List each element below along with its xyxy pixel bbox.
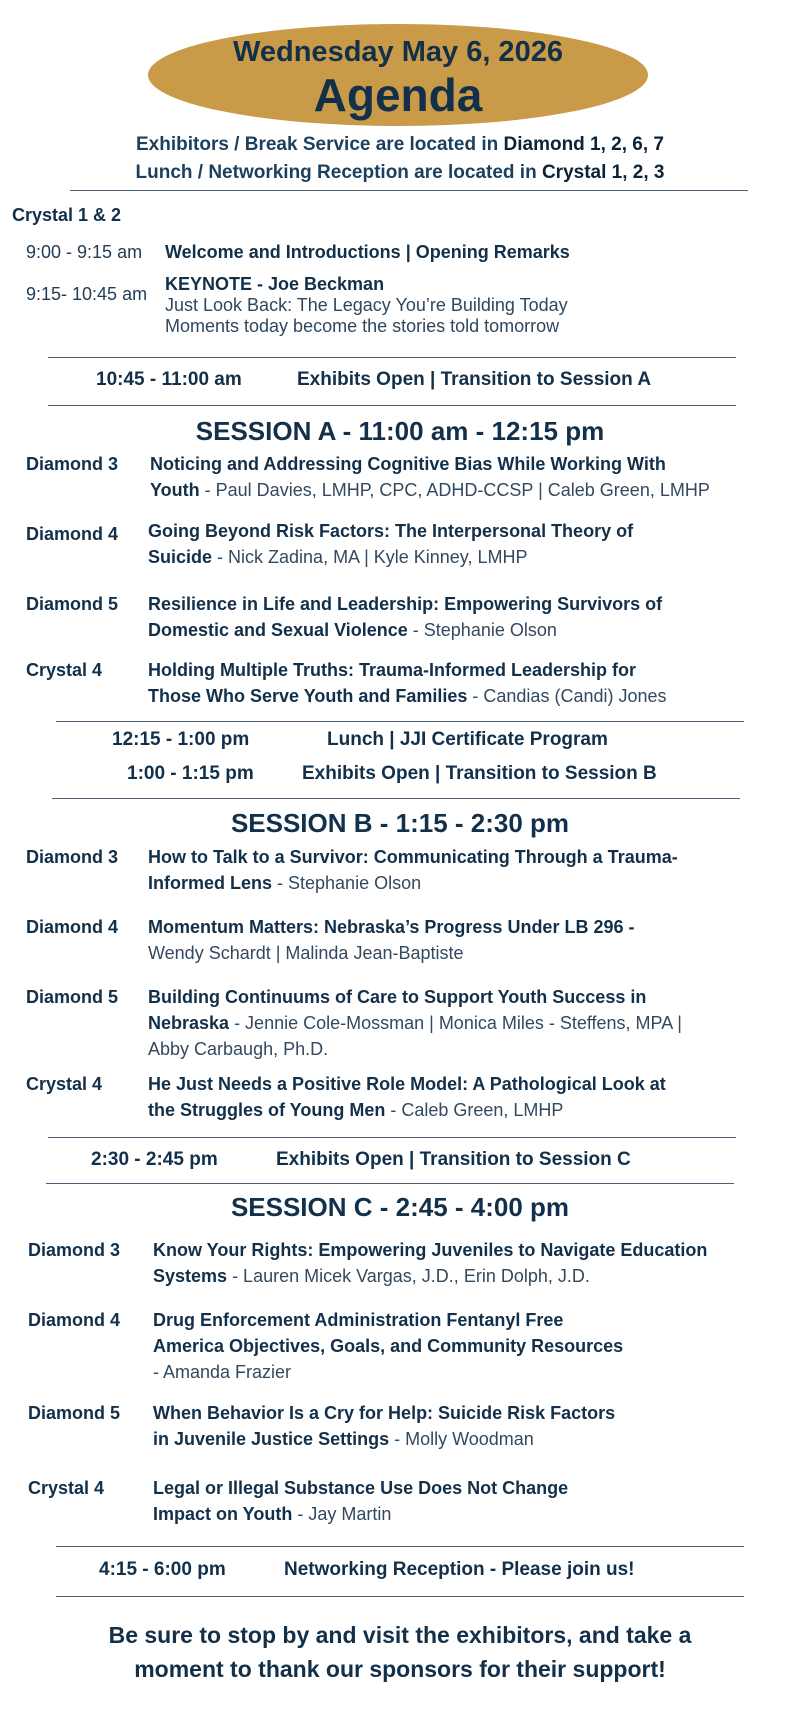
talk-speakers: - Caleb Green, LMHP bbox=[385, 1100, 564, 1120]
transition-a-label: Exhibits Open | Transition to Session A bbox=[297, 369, 652, 390]
session-c-room-2: Diamond 4 bbox=[28, 1310, 121, 1330]
location-line-lunch bbox=[0, 162, 800, 184]
session-c-talk-2 bbox=[153, 1307, 623, 1385]
divider bbox=[52, 798, 740, 799]
session-c-talk-3 bbox=[153, 1400, 615, 1452]
location-line-lunch-rooms: Crystal 1, 2, 3 bbox=[541, 162, 665, 183]
lunch-label: Lunch | JJI Certificate Program bbox=[327, 729, 608, 750]
talk-speakers: - Lauren Micek Vargas, J.D., Erin Dolph, J.D. bbox=[227, 1266, 590, 1286]
session-b-room-2: Diamond 4 bbox=[26, 917, 119, 937]
plenary-time-welcome: 9:00 - 9:15 am bbox=[26, 242, 143, 262]
session-c-heading: SESSION C - 2:45 - 4:00 pm bbox=[230, 1192, 570, 1222]
session-a-room-3: Diamond 5 bbox=[26, 594, 119, 614]
talk-title: Going Beyond Risk Factors: The Interpersonal Theory of bbox=[148, 521, 634, 541]
divider bbox=[56, 721, 744, 722]
agenda-title: Agenda bbox=[313, 69, 483, 121]
keynote-subtitle-1: Just Look Back: The Legacy You’re Building Today bbox=[165, 295, 568, 315]
keynote-subtitle-2: Moments today become the stories told tomorrow bbox=[165, 316, 560, 336]
talk-title-cont: Nebraska bbox=[148, 1013, 230, 1033]
transition-a-time: 10:45 - 11:00 am bbox=[96, 369, 242, 390]
divider bbox=[48, 1137, 736, 1138]
talk-title-cont: Domestic and Sexual Violence bbox=[148, 620, 408, 640]
talk-speakers-cont: Abby Carbaugh, Ph.D. bbox=[148, 1039, 329, 1059]
divider bbox=[48, 357, 736, 358]
location-line-exhibitors-text: Exhibitors / Break Service are located in bbox=[136, 134, 504, 155]
agenda-date: Wednesday May 6, 2026 bbox=[233, 36, 563, 68]
talk-title: Noticing and Addressing Cognitive Bias While Working With bbox=[150, 454, 666, 474]
divider bbox=[56, 1546, 744, 1547]
talk-speakers: - Stephanie Olson bbox=[407, 620, 557, 640]
session-b-talk-1 bbox=[148, 844, 678, 896]
reception-time: 4:15 - 6:00 pm bbox=[99, 1559, 226, 1580]
session-b-room-4: Crystal 4 bbox=[26, 1074, 103, 1094]
session-c-talk-1 bbox=[153, 1237, 707, 1289]
talk-title-cont: Informed Lens bbox=[148, 873, 273, 893]
talk-speakers: - Nick Zadina, MA | Kyle Kinney, LMHP bbox=[212, 547, 528, 567]
talk-title-cont: the Struggles of Young Men bbox=[148, 1100, 386, 1120]
talk-title-cont: Suicide bbox=[148, 547, 213, 567]
reception-label: Networking Reception - Please join us! bbox=[284, 1559, 635, 1580]
talk-speakers: - Jennie Cole-Mossman | Monica Miles - Steffens, MPA | bbox=[229, 1013, 682, 1033]
session-a-talk-3 bbox=[148, 591, 662, 643]
plenary-room: Crystal 1 & 2 bbox=[12, 205, 122, 225]
transition-b-time: 1:00 - 1:15 pm bbox=[127, 763, 254, 784]
session-b-room-1: Diamond 3 bbox=[26, 847, 119, 867]
session-a-talk-4 bbox=[148, 657, 667, 709]
talk-speakers: - Candias (Candi) Jones bbox=[467, 686, 667, 706]
talk-title: Legal or Illegal Substance Use Does Not Change bbox=[153, 1478, 569, 1498]
talk-title: Know Your Rights: Empowering Juveniles to Navigate Education bbox=[153, 1240, 708, 1260]
location-line-lunch-text: Lunch / Networking Reception are located in bbox=[135, 162, 542, 183]
session-a-room-1: Diamond 3 bbox=[26, 454, 119, 474]
session-c-talk-4 bbox=[153, 1475, 568, 1527]
session-c-room-3: Diamond 5 bbox=[28, 1403, 121, 1423]
session-b-talk-4 bbox=[148, 1071, 666, 1123]
session-a-heading: SESSION A - 11:00 am - 12:15 pm bbox=[195, 416, 605, 446]
talk-title-cont: in Juvenile Justice Settings bbox=[153, 1429, 390, 1449]
talk-title: How to Talk to a Survivor: Communicating Through a Trauma- bbox=[148, 847, 678, 867]
session-b-heading: SESSION B - 1:15 - 2:30 pm bbox=[230, 808, 570, 838]
talk-title-cont: Impact on Youth bbox=[153, 1504, 293, 1524]
talk-speakers: Wendy Schardt | Malinda Jean-Baptiste bbox=[148, 943, 464, 963]
talk-speakers: - Amanda Frazier bbox=[153, 1362, 292, 1382]
session-a-talk-1 bbox=[150, 451, 710, 503]
transition-c-time: 2:30 - 2:45 pm bbox=[91, 1149, 218, 1170]
session-a-talk-2 bbox=[148, 518, 633, 570]
footer-message bbox=[0, 1618, 800, 1686]
plenary-time-keynote: 9:15- 10:45 am bbox=[26, 284, 148, 304]
talk-title: Drug Enforcement Administration Fentanyl Free bbox=[153, 1310, 564, 1330]
transition-c-label: Exhibits Open | Transition to Session C bbox=[276, 1149, 631, 1170]
plenary-title-welcome: Welcome and Introductions | Opening Remarks bbox=[165, 242, 570, 262]
session-b-talk-2 bbox=[148, 914, 634, 966]
session-a-room-4: Crystal 4 bbox=[26, 660, 103, 680]
talk-speakers: - Paul Davies, LMHP, CPC, ADHD-CCSP | Caleb Green, LMHP bbox=[199, 480, 710, 500]
session-b-talk-3 bbox=[148, 984, 682, 1062]
talk-speakers: - Stephanie Olson bbox=[272, 873, 422, 893]
talk-title-cont: Those Who Serve Youth and Families bbox=[148, 686, 468, 706]
talk-title: When Behavior Is a Cry for Help: Suicide Risk Factors bbox=[153, 1403, 616, 1423]
location-line-exhibitors-rooms: Diamond 1, 2, 6, 7 bbox=[503, 134, 664, 155]
footer-line-2: moment to thank our sponsors for their support! bbox=[134, 1656, 666, 1682]
talk-title-cont: Systems bbox=[153, 1266, 228, 1286]
talk-title: Holding Multiple Truths: Trauma-Informed Leadership for bbox=[148, 660, 637, 680]
talk-speakers: - Jay Martin bbox=[292, 1504, 392, 1524]
talk-title: Resilience in Life and Leadership: Empowering Survivors of bbox=[148, 594, 663, 614]
session-a-room-2: Diamond 4 bbox=[26, 524, 119, 544]
location-line-exhibitors bbox=[0, 134, 800, 156]
talk-speakers: - Molly Woodman bbox=[389, 1429, 534, 1449]
lunch-time: 12:15 - 1:00 pm bbox=[112, 729, 250, 750]
footer-line-1: Be sure to stop by and visit the exhibitors, and take a bbox=[108, 1622, 692, 1648]
talk-title-cont: America Objectives, Goals, and Community Resources bbox=[153, 1336, 624, 1356]
divider bbox=[46, 1183, 734, 1184]
talk-title: Building Continuums of Care to Support Youth Success in bbox=[148, 987, 647, 1007]
session-c-room-4: Crystal 4 bbox=[28, 1478, 105, 1498]
session-c-room-1: Diamond 3 bbox=[28, 1240, 121, 1260]
session-b-room-3: Diamond 5 bbox=[26, 987, 119, 1007]
divider bbox=[56, 1596, 744, 1597]
divider bbox=[70, 190, 748, 191]
keynote-title: KEYNOTE - Joe Beckman bbox=[165, 274, 385, 294]
talk-title: Momentum Matters: Nebraska’s Progress Under LB 296 - bbox=[148, 917, 635, 937]
divider bbox=[48, 405, 736, 406]
talk-title-cont: Youth bbox=[150, 480, 200, 500]
talk-title: He Just Needs a Positive Role Model: A Pathological Look at bbox=[148, 1074, 666, 1094]
transition-b-label: Exhibits Open | Transition to Session B bbox=[302, 763, 657, 784]
